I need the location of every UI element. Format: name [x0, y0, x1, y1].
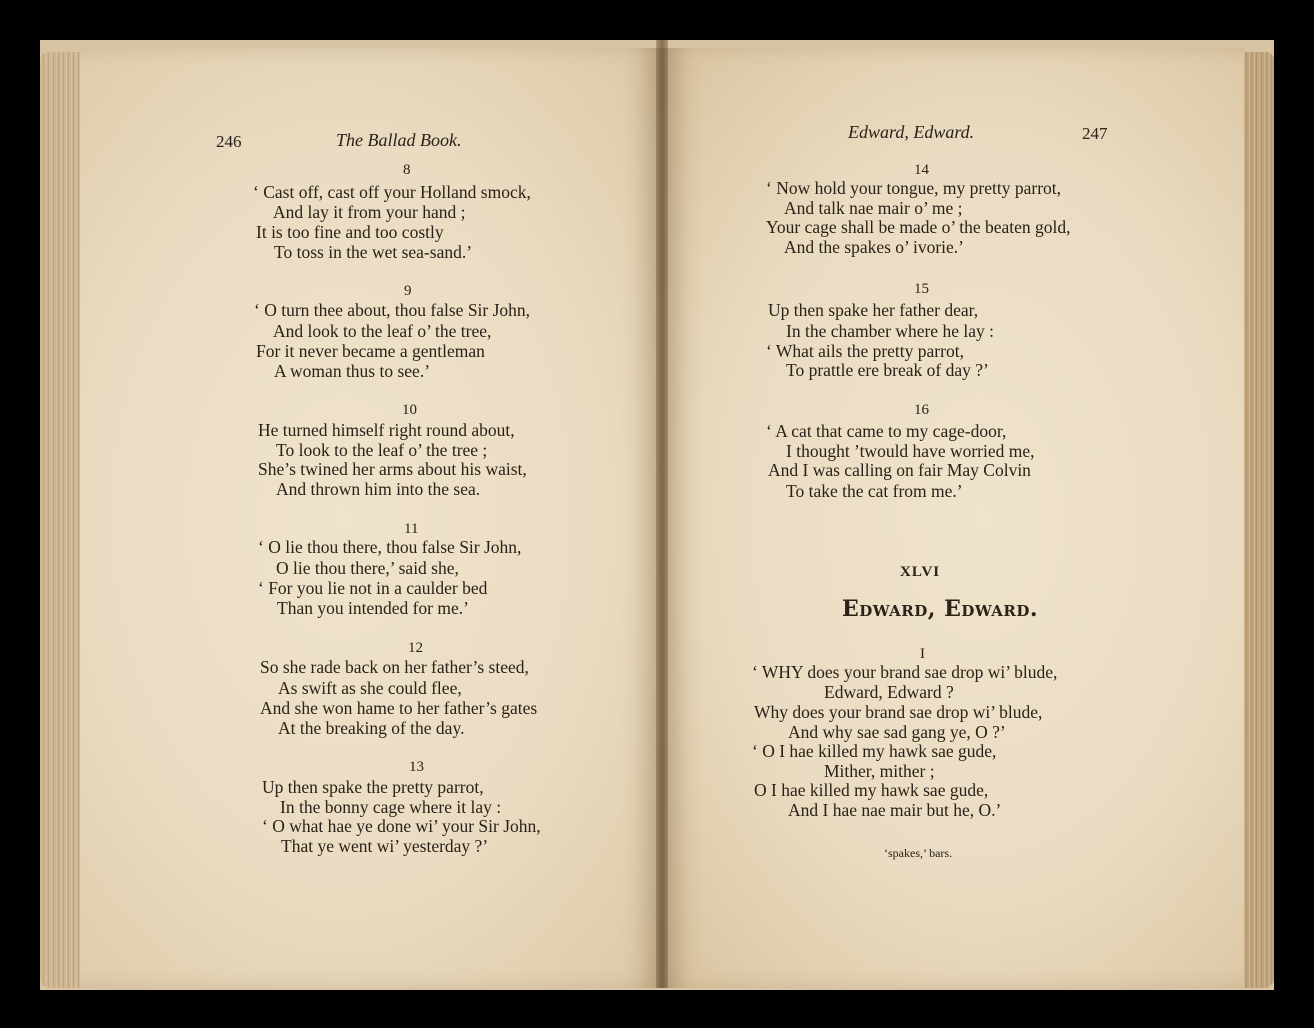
- verse-line: And talk nae mair o’ me ;: [784, 198, 963, 218]
- verse-line: To look to the leaf o’ the tree ;: [276, 440, 488, 460]
- right-running-head: Edward, Edward.: [848, 122, 975, 142]
- verse-line: ‘ For you lie not in a caulder bed: [258, 578, 488, 598]
- verse-line: Than you intended for me.’: [277, 598, 469, 618]
- verse-line: She’s twined her arms about his waist,: [258, 459, 527, 479]
- verse-line: Edward, Edward ?: [824, 682, 954, 702]
- verse-line: ‘ A cat that came to my cage-door,: [766, 421, 1007, 441]
- stanza-number: 8: [403, 162, 411, 178]
- verse-line: He turned himself right round about,: [258, 420, 515, 440]
- stanza-number: 14: [914, 162, 929, 178]
- verse-line: That ye went wi’ yesterday ?’: [281, 836, 489, 856]
- verse-line: And why sae sad gang ye, O ?’: [788, 722, 1006, 742]
- verse-line: ‘ O lie thou there, thou false Sir John,: [258, 537, 522, 557]
- verse-line: For it never became a gentleman: [256, 341, 485, 361]
- stanza-number: 9: [404, 283, 412, 299]
- verse-line: O I hae killed my hawk sae gude,: [754, 780, 989, 800]
- stanza-number: 13: [409, 759, 424, 775]
- verse-line: To prattle ere break of day ?’: [786, 360, 989, 380]
- verse-line: ‘ What ails the pretty parrot,: [766, 341, 964, 361]
- verse-line: To take the cat from me.’: [786, 481, 963, 501]
- left-running-head: The Ballad Book.: [336, 130, 462, 150]
- stanza-number: 16: [914, 402, 929, 418]
- verse-line: ‘ Now hold your tongue, my pretty parrot,: [766, 178, 1062, 198]
- verse-line: ‘ O turn thee about, thou false Sir John,: [254, 300, 531, 320]
- book-gutter: [656, 40, 668, 988]
- verse-line: Up then spake the pretty parrot,: [262, 777, 484, 797]
- verse-line: And look to the leaf o’ the tree,: [273, 321, 492, 341]
- stanza-number: 11: [404, 521, 419, 537]
- verse-line: A woman thus to see.’: [274, 361, 431, 381]
- verse-line: ‘ O what hae ye done wi’ your Sir John,: [262, 816, 541, 836]
- left-page: [80, 48, 662, 988]
- verse-line: O lie thou there,’ said she,: [276, 558, 459, 578]
- verse-line: ‘ Cast off, cast off your Holland smock,: [253, 182, 531, 202]
- stanza-number: 10: [402, 402, 417, 418]
- verse-line: And I was calling on fair May Colvin: [768, 460, 1031, 480]
- verse-line: To toss in the wet sea-sand.’: [274, 242, 473, 262]
- verse-line: In the bonny cage where it lay :: [280, 797, 502, 817]
- ballad-number: XLVI: [900, 564, 941, 580]
- verse-line: And I hae nae mair but he, O.’: [788, 800, 1002, 820]
- verse-line: I thought ’twould have worried me,: [786, 441, 1035, 461]
- verse-line: ‘ O I hae killed my hawk sae gude,: [752, 741, 997, 761]
- verse-line: And thrown him into the sea.: [276, 479, 481, 499]
- verse-line: So she rade back on her father’s steed,: [260, 657, 529, 677]
- verse-line: It is too fine and too costly: [256, 222, 444, 242]
- verse-line: As swift as she could flee,: [278, 678, 462, 698]
- right-page: [662, 48, 1244, 988]
- verse-line: And lay it from your hand ;: [273, 202, 466, 222]
- verse-line: In the chamber where he lay :: [786, 321, 994, 341]
- ballad-title: Edward, Edward.: [842, 596, 1039, 622]
- stanza-number: I: [920, 646, 925, 662]
- stanza-number: 15: [914, 281, 929, 297]
- left-folio: 246: [216, 132, 242, 151]
- verse-line: Mither, mither ;: [824, 761, 935, 781]
- right-folio: 247: [1082, 124, 1108, 143]
- verse-line: Why does your brand sae drop wi’ blude,: [754, 702, 1043, 722]
- verse-line: ‘ WHY does your brand sae drop wi’ blude,: [752, 662, 1058, 682]
- verse-line: And the spakes o’ ivorie.’: [784, 237, 964, 257]
- verse-line: At the breaking of the day.: [278, 718, 465, 738]
- stanza-number: 12: [408, 640, 423, 656]
- verse-line: Your cage shall be made o’ the beaten gold,: [766, 217, 1071, 237]
- verse-line: And she won hame to her father’s gates: [260, 698, 538, 718]
- footnote: ‘spakes,’ bars.: [884, 846, 953, 860]
- verse-line: Up then spake her father dear,: [768, 300, 979, 320]
